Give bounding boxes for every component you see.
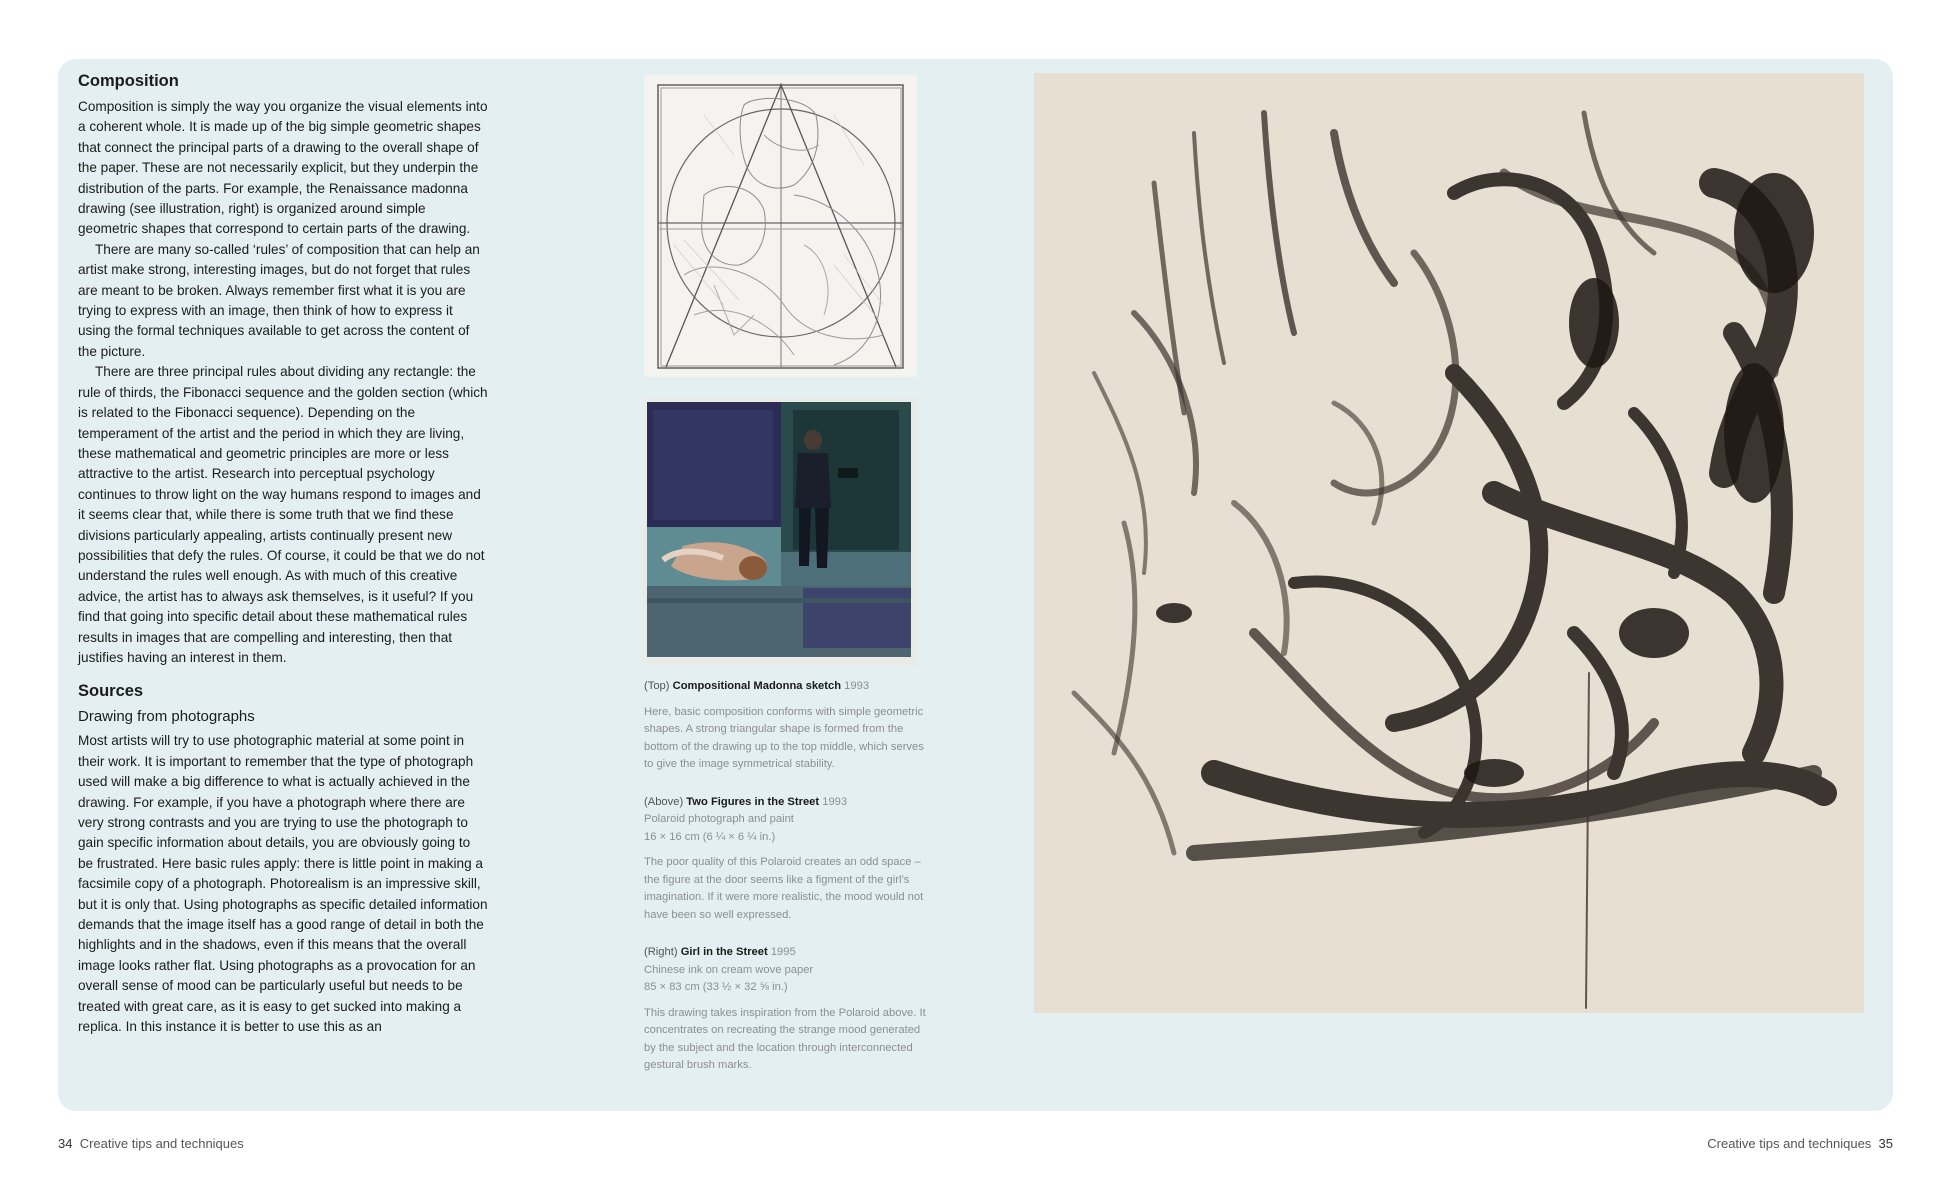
madonna-sketch-image: [644, 75, 917, 377]
composition-paragraph: There are many so-called ‘rules’ of composition that can help an artist make strong, interesting images, but do not forget that rules are meant to be broken. Always remember first what it is you are trying to express with an image, then think of how to express it using the formal techniques available to get across the content of the picture.: [78, 241, 480, 359]
caption-year: 1993: [844, 680, 870, 692]
caption-size: 85 × 83 cm (33 ½ × 32 ⅝ in.): [644, 981, 788, 993]
caption-year: 1995: [770, 946, 796, 958]
sources-subheading: Drawing from photographs: [78, 708, 255, 726]
caption-title: Two Figures in the Street: [686, 795, 820, 808]
sources-heading: Sources: [78, 682, 144, 701]
caption-medium: Chinese ink on cream wove paper: [644, 963, 814, 976]
caption-text: The poor quality of this Polaroid creates an odd space – the figure at the door seems like a figment of the girl’s imagination. If it were more realistic, the mood would not have been so well expressed.: [644, 856, 924, 921]
composition-paragraph: There are three principal rules about dividing any rectangle: the rule of thirds, the Fibonacci sequence and the golden section (which is related to the Fibonacci sequence). Depending on the temperament of the artist and the period in which they are living, these mathematical and geometric principles are more or less attractive to the artist. Research into perceptual psychology continues to throw light on the way humans respond to images and it seems clear that, while there is some truth that we find these divisions particularly appealing, artists continually present new possibilities that defy the rules. Of course, it could be that we do not understand the rules well enough. As with much of this creative advice, the artist has to always ask themselves, is it useful? If you find that going into specific detail about these mathematical rules results in images that are compelling and interesting, then that justifies having an interest in them.: [78, 364, 488, 665]
image-captions: [644, 678, 929, 1087]
polaroid-photo-image: [643, 398, 918, 665]
page-number-left: 34: [58, 1136, 73, 1151]
caption-position: (Top): [644, 680, 670, 692]
caption-position: (Above): [644, 795, 684, 808]
caption-title: Compositional Madonna sketch: [672, 680, 842, 692]
caption-size: 16 × 16 cm (6 ¼ × 6 ¼ in.): [644, 830, 776, 843]
running-title-right: Creative tips and techniques: [1707, 1136, 1872, 1151]
page-number-right: 35: [1878, 1136, 1893, 1151]
caption-above: [644, 794, 929, 925]
footer-left: [58, 1136, 244, 1151]
footer-right: [1707, 1136, 1893, 1151]
caption-text: Here, basic composition conforms with simple geometric shapes. A strong triangular shape is formed from the bottom of the drawing up to the top middle, which serves to give the image symmetrical stability.: [644, 705, 924, 770]
main-text-column: [78, 70, 488, 1037]
caption-right: [644, 944, 929, 1075]
caption-text: This drawing takes inspiration from the Polaroid above. It concentrates on recreating the strange mood generated by the subject and the location through interconnected gestural brush marks.: [644, 1006, 926, 1071]
caption-medium: Polaroid photograph and paint: [644, 813, 794, 825]
caption-position: (Right): [644, 946, 678, 958]
ink-drawing-image: [1034, 73, 1864, 1013]
composition-paragraph: Composition is simply the way you organize the visual elements into a coherent whole. It is made up of the big simple geometric shapes that connect the principal parts of a drawing to the overall shape of the paper. These are not necessarily explicit, but they underpin the distribution of the parts. For example, the Renaissance madonna drawing (see illustration, right) is organized around simple geometric shapes that correspond to certain parts of the drawing.: [78, 99, 488, 237]
caption-title: Girl in the Street: [680, 946, 768, 958]
caption-year: 1993: [822, 795, 848, 808]
running-title-left: Creative tips and techniques: [79, 1136, 244, 1151]
sources-paragraph: Most artists will try to use photographic material at some point in their work. It is important to remember that the type of photograph used will make a big difference to what is actually achieved in the drawing. For example, if you have a photograph where there are very strong contrasts and you are trying to use the photograph to gain specific information about details, you are obviously going to be frustrated. Here basic rules apply: there is little point in making a facsimile copy of a photograph. Photorealism is an impressive skill, but it is only that. Using photographs as specific detailed information demands that the image itself has a good range of detail in both the highlights and in the shadows, even if this means that the overall image looks rather flat. Using photographs as a provocation for an overall sense of mood can be particularly useful but needs to be treated with great care, as it is easy to get sucked into making a replica. In this instance it is better to use this as an: [78, 733, 488, 1035]
composition-heading: Composition: [78, 72, 179, 90]
caption-top: [644, 678, 929, 774]
